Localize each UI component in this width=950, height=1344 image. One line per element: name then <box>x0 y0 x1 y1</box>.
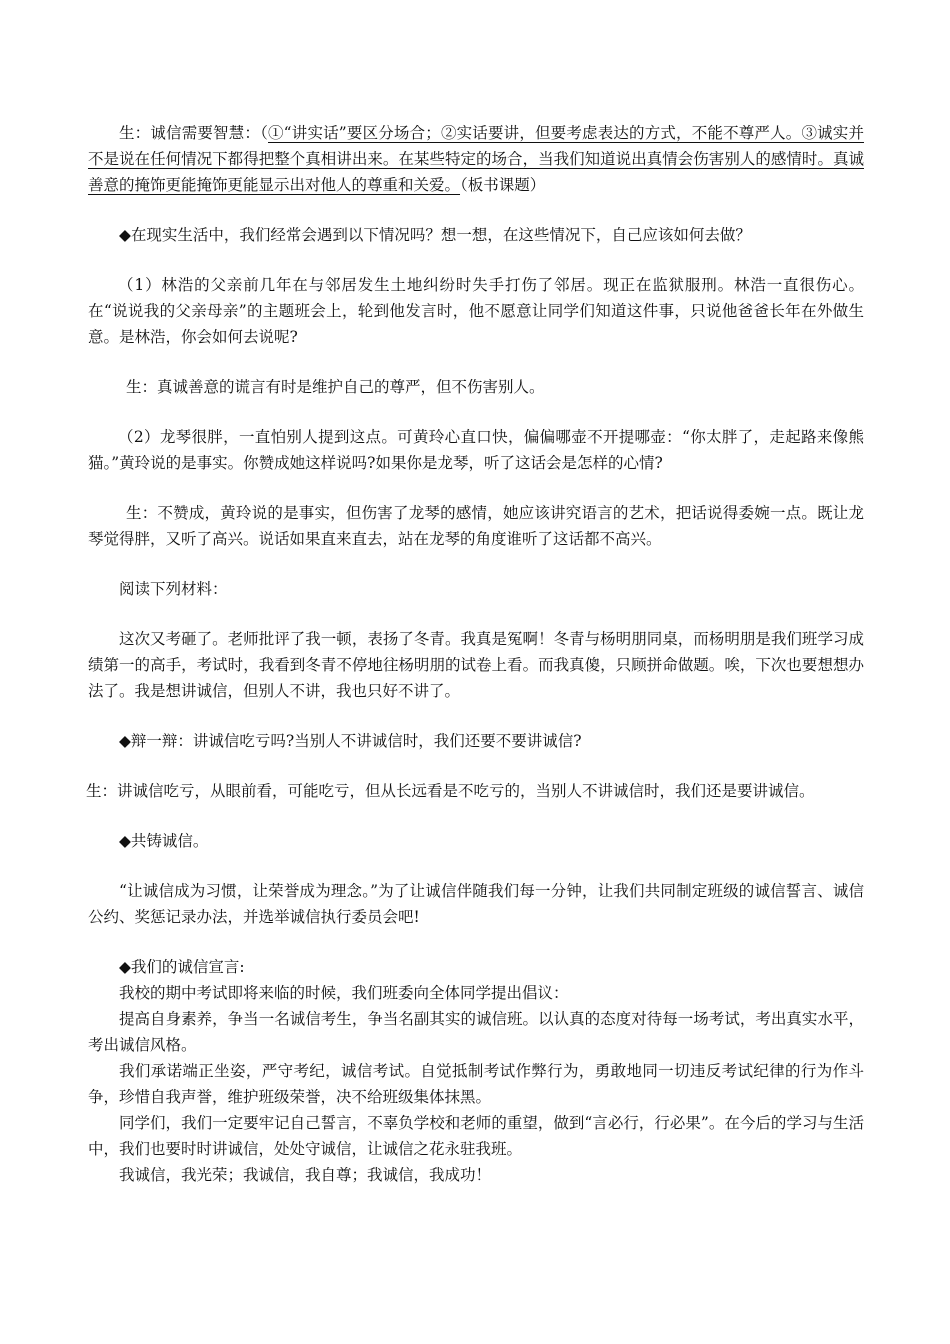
declaration-heading: ◆我们的诚信宣言: <box>119 958 245 976</box>
answer-underlined-points: ①“讲实话”要区分场合；②实话要讲，但要考虑表达的方式，不能不尊严人。③诚实并不是说在任何情况下都得把整个真相讲出来。在某些特定的场合，当我们知道说出真情会伤害别人的感情时。真诚善意的掩饰更能掩饰更能显示出对他人的尊重和关爱。 <box>88 124 864 194</box>
student-answer-wisdom <box>88 120 864 198</box>
reading-material-label: 阅读下列材料： <box>119 580 228 598</box>
declaration-line-1: 我校的期中考试即将来临的时候，我们班委向全体同学提出倡议： <box>119 984 569 1002</box>
debate-question: ◆辩一辩：讲诚信吃亏吗?当别人不讲诚信时，我们还要不要讲诚信? <box>119 732 582 750</box>
answer-tail-note: （板书课题） <box>460 176 546 194</box>
case-two-paragraph: （2）龙琴很胖，一直怕别人提到这点。可黄玲心直口快，偏偏哪壶不开提哪壶：“你太胖了，走起路来像熊猫。”黄玲说的是事实。你赞成她这样说吗?如果你是龙琴，听了这话会是怎样的心情? <box>88 428 864 472</box>
document-page <box>88 120 864 1188</box>
declaration-line-3: 我们承诺端正坐姿，严守考纪，诚信考试。自觉抵制考试作弊行为，勇敢地同一切违反考试纪律的行为作斗争，珍惜自我声誉，维护班级荣誉，决不给班级集体抹黑。 <box>88 1062 864 1106</box>
student-answer-case-one: 生：真诚善意的谎言有时是维护自己的尊严，但不伤害别人。 <box>126 378 545 396</box>
declaration-line-5: 我诚信，我光荣；我诚信，我自尊；我诚信，我成功！ <box>119 1166 492 1184</box>
situation-question-intro: ◆在现实生活中，我们经常会遇到以下情况吗？想一想，在这些情况下，自己应该如何去做？ <box>119 226 751 244</box>
declaration-line-2: 提高自身素养，争当一名诚信考生，争当名副其实的诚信班。以认真的态度对待每一场考试，考出真实水平，考出诚信风格。 <box>88 1010 864 1054</box>
student-answer-case-two: 生：不赞成，黄玲说的是事实，但伤害了龙琴的感情，她应该讲究语言的艺术，把话说得委婉一点。既让龙琴觉得胖，又听了高兴。说话如果直来直去，站在龙琴的角度谁听了这话都不高兴。 <box>88 504 864 548</box>
cobuild-paragraph: “让诚信成为习惯，让荣誉成为理念。”为了让诚信伴随我们每一分钟，让我们共同制定班级的诚信誓言、诚信公约、奖惩记录办法，并选举诚信执行委员会吧! <box>88 882 864 926</box>
case-one-paragraph: （1）林浩的父亲前几年在与邻居发生土地纠纷时失手打伤了邻居。现正在监狱服刑。林浩一直很伤心。在“说说我的父亲母亲”的主题班会上，轮到他发言时，他不愿意让同学们知道这件事，只说他爸爸长年在外做生意。是林浩，你会如何去说呢? <box>88 276 864 346</box>
cobuild-heading: ◆共铸诚信。 <box>119 832 209 850</box>
student-answer-debate: 生：讲诚信吃亏，从眼前看，可能吃亏，但从长远看是不吃亏的，当别人不讲诚信时，我们还是要讲诚信。 <box>86 782 815 800</box>
answer-lead: 生：诚信需要智慧：（ <box>119 124 268 142</box>
declaration-line-4: 同学们，我们一定要牢记自己誓言，不辜负学校和老师的重望，做到“言必行，行必果”。在今后的学习与生活中，我们也要时时讲诚信，处处守诚信，让诚信之花永驻我班。 <box>88 1114 864 1158</box>
reading-material-text: 这次又考砸了。老师批评了我一顿，表扬了冬青。我真是冤啊！冬青与杨明朋同桌，而杨明朋是我们班学习成绩第一的高手，考试时，我看到冬青不停地往杨明朋的试卷上看。而我真傻，只顾拼命做题。唉，下次也要想想办法了。我是想讲诚信，但别人不讲，我也只好不讲了。 <box>88 630 864 700</box>
